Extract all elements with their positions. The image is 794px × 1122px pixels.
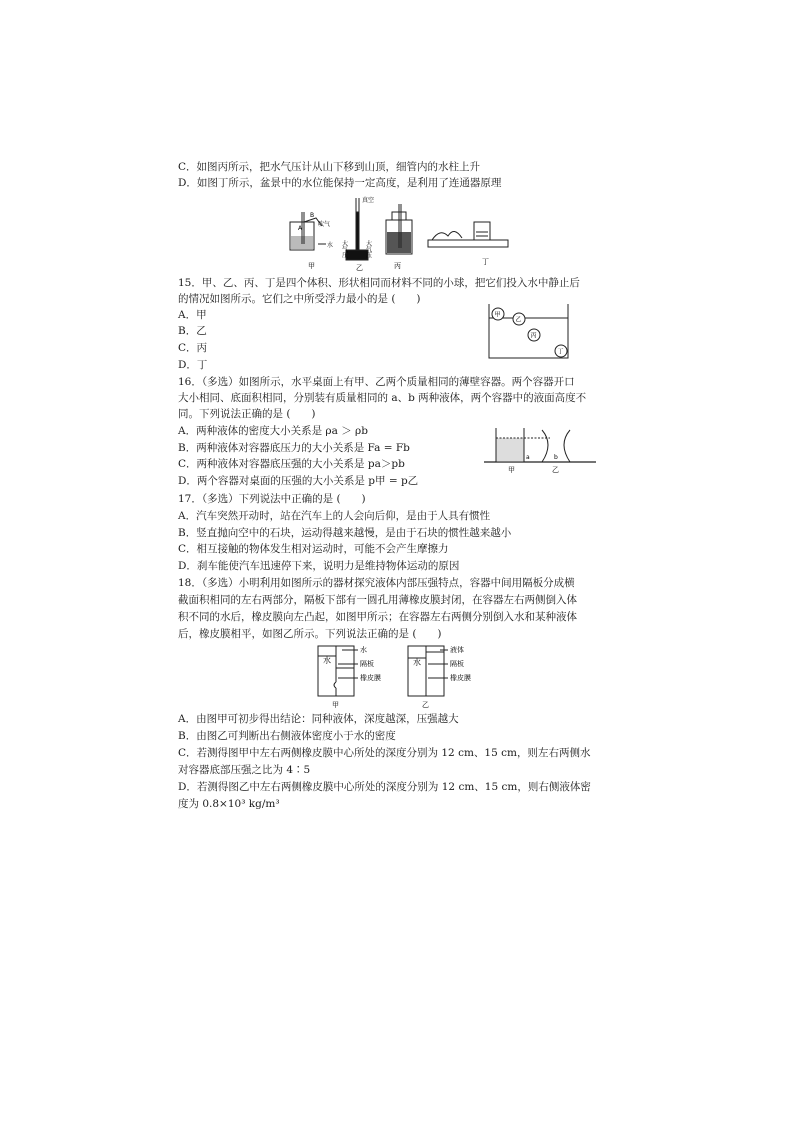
q15-stem-1: 15．甲、乙、丙、丁是四个体积、形状相同而材料不同的小球，把它们投入水中静止后 [178, 277, 580, 289]
q16-option-a: A．两种液体的密度大小关系是 ρa ＞ ρb [178, 425, 368, 437]
container-jia [496, 428, 524, 462]
container-18-jia [318, 646, 358, 696]
q18-option-b: B．由图乙可判断出右侧液体密度小于水的密度 [178, 730, 396, 742]
q18-stem-2: 截面积相同的左右两部分，隔板下部有一圆孔用薄橡皮膜封闭，在容器左右两侧倒入体 [178, 594, 577, 606]
ball-bing-label: 丙 [530, 332, 537, 340]
q16-option-b: B．两种液体对容器底压力的大小关系是 Fa = Fb [178, 442, 410, 454]
fig14-caption-bing: 丙 [394, 262, 401, 270]
q15-stem-2: 的情况如图所示。它们之中所受浮力最小的是 ( ) [178, 293, 421, 305]
q18-option-a: A．由图甲可初步得出结论：同种液体，深度越深，压强越大 [178, 713, 459, 725]
fig16-label-b: b [554, 454, 558, 461]
fig18-label-liquid: 液体 [450, 646, 464, 654]
container-18-yi [408, 646, 448, 696]
fig14-blow-label: 吹气 [318, 221, 331, 228]
fig14-caption-jia: 甲 [308, 262, 315, 270]
q18-stem-1: 18．（多选）小明利用如图所示的器材探究液体内部压强特点，容器中间用隔板分成横 [178, 577, 575, 589]
fig18-label-plate-2: 隔板 [450, 660, 464, 668]
q18-option-c-1: C．若测得图甲中左右两侧橡皮膜中心所处的深度分别为 12 cm、15 cm，则左右两侧水 [178, 747, 591, 759]
q15-option-a: A．甲 [178, 309, 207, 321]
q18-figure [312, 642, 492, 710]
q18-option-d-1: D．若测得图乙中左右两侧橡皮膜中心所处的深度分别为 12 cm、15 cm，则右侧液体密 [178, 781, 591, 793]
q16-stem-2: 大小相同、底面积相同，分别装有质量相同的 a、b 两种液体，两个容器中的液面高度不 [178, 392, 587, 404]
q17-stem: 17．（多选）下列说法中正确的是 ( ) [178, 493, 366, 505]
q15-option-d: D．丁 [178, 359, 208, 371]
q18-stem-3: 积不同的水后，橡皮膜向左凸起，如图甲所示；在容器左右两侧分别倒入水和某种液体 [178, 611, 577, 623]
fig14-atm-label-2: 大气压 [364, 240, 372, 258]
fig14-water-label: 水 [327, 242, 334, 249]
fig14-bing-jar [386, 204, 412, 254]
fig16-label-a: a [526, 454, 530, 461]
q18-option-d-2: 度为 0.8×10³ kg/m³ [178, 798, 280, 810]
ball-ding-label: 丁 [557, 348, 564, 356]
fig18-label-plate-1: 隔板 [360, 660, 374, 668]
q18-option-c-2: 对容器底部压强之比为 4∶5 [178, 764, 311, 776]
fig18-label-water: 水 [360, 646, 367, 654]
fig18-jia-water: 水 [323, 656, 331, 665]
fig18-caption-yi: 乙 [422, 701, 429, 709]
fig14-ding-planter [428, 222, 508, 247]
fig18-caption-jia: 甲 [332, 701, 339, 709]
fig14-vacuum-label: 真空 [362, 197, 375, 204]
q15-option-b: B．乙 [178, 325, 207, 337]
fig14-label-a: A [298, 225, 303, 232]
fig14-label-b: B [310, 212, 315, 219]
fig16-caption-yi: 乙 [552, 466, 559, 474]
q17-option-d: D．刹车能使汽车迅速停下来，说明力是维持物体运动的原因 [178, 560, 460, 572]
fig14-caption-ding: 丁 [482, 258, 489, 266]
q16-option-d: D．两个容器对桌面的压强的大小关系是 p甲 = p乙 [178, 475, 419, 487]
fig18-label-membrane-2: 橡皮膜 [450, 674, 471, 682]
q17-option-a: A．汽车突然开动时，站在汽车上的人会向后仰，是由于人具有惯性 [178, 510, 491, 522]
q14-option-c: C．如图丙所示，把水气压计从山下移到山顶，细管内的水柱上升 [178, 161, 481, 173]
q15-option-c: C．丙 [178, 342, 208, 354]
fig14-atm-label: 大气压 [340, 240, 348, 258]
ball-jia-label: 甲 [494, 311, 501, 319]
q14-option-d: D．如图丁所示，盆景中的水位能保持一定高度，是利用了连通器原理 [178, 177, 502, 189]
container-yi [524, 430, 570, 462]
q16-option-c: C．两种液体对容器底压强的大小关系是 pa＞pb [178, 458, 405, 470]
fig16-caption-jia: 甲 [508, 466, 515, 474]
fig18-label-membrane-1: 橡皮膜 [360, 674, 381, 682]
q16-stem-3: 同。下列说法正确的是 ( ) [178, 408, 316, 420]
fig18-yi-water: 水 [413, 658, 421, 667]
ball-yi-label: 乙 [515, 316, 522, 324]
q17-option-b: B．竖直抛向空中的石块，运动得越来越慢，是由于石块的惯性越来越小 [178, 527, 512, 539]
q14-figure [282, 192, 532, 274]
q16-stem-1: 16．（多选）如图所示，水平桌面上有甲、乙两个质量相同的薄壁容器。两个容器开口 [178, 376, 575, 388]
q16-figure [484, 422, 596, 474]
fig14-jia-apparatus [290, 212, 326, 250]
q18-stem-4: 后，橡皮膜相平，如图乙所示。下列说法正确的是 ( ) [178, 628, 442, 640]
q17-option-c: C．相互接触的物体发生相对运动时，可能不会产生摩擦力 [178, 543, 449, 555]
fig14-caption-yi: 乙 [356, 264, 363, 272]
q15-figure [486, 302, 572, 362]
